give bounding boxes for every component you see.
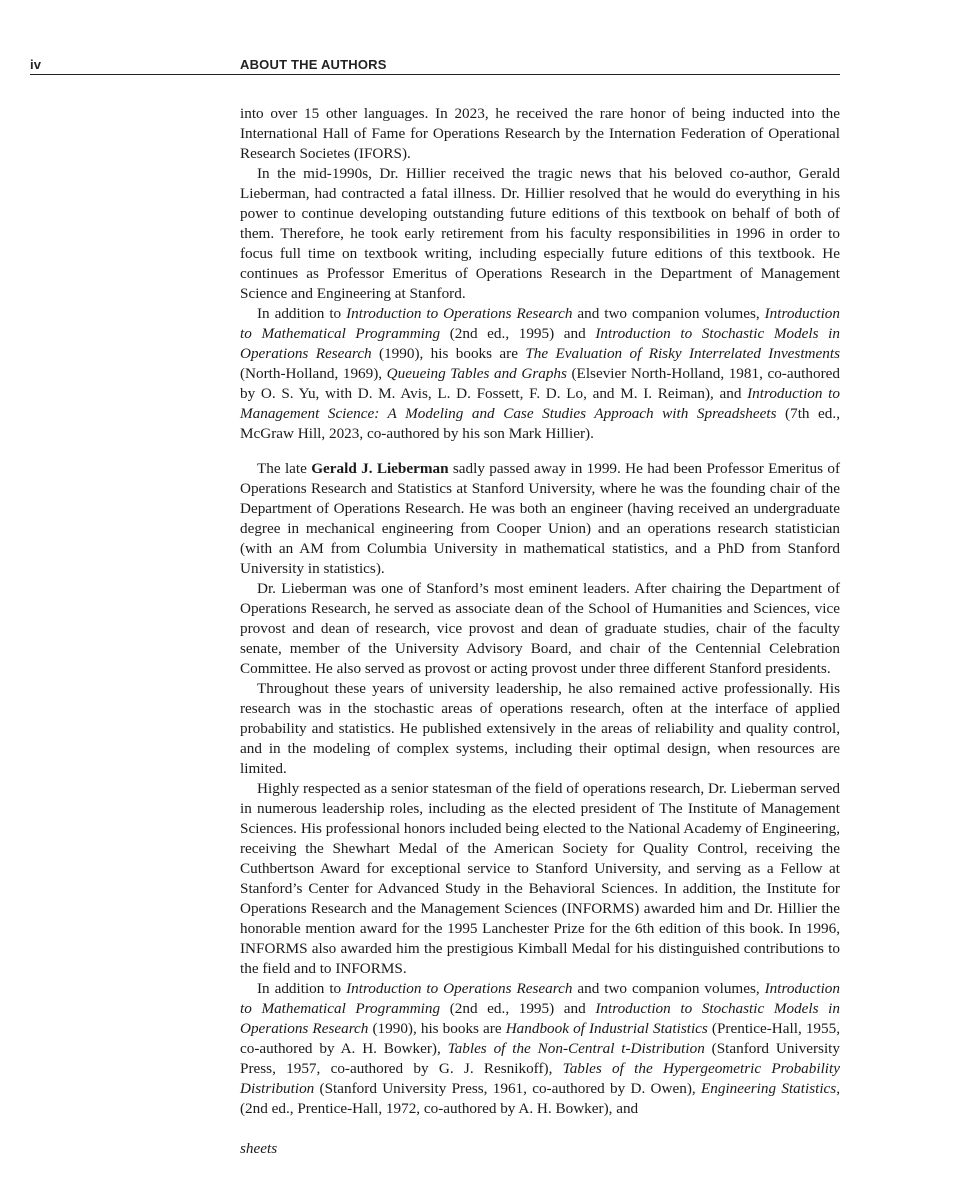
text-run: In addition to — [257, 305, 347, 322]
book-title: Introduction to Mathematical Programming — [240, 980, 840, 1017]
text-run: (Elsevier North-Holland, 1981, co-authored by O. S. Yu, with D. M. Avis, L. D. Fossett, F. D. Lo, and M. I. Reiman), and — [240, 365, 840, 402]
text-run: , (2nd ed., Prentice-Hall, 1972, co-authored by A. H. Bowker), and — [240, 1080, 840, 1117]
text-run: (7th ed., McGraw Hill, 2023, co-authored by his son Mark Hillier). — [240, 405, 840, 442]
text-run: (North-Holland, 1969), — [240, 365, 387, 382]
text-run: (Prentice-Hall, 1955, co-authored by A. H. Bowker), — [240, 1020, 841, 1057]
text-run: (2nd ed., 1995) and — [440, 325, 596, 342]
page-folio: iv — [30, 57, 42, 72]
text-run: (Stanford University Press, 1957, co-authored by G. J. Resnikoff), — [240, 1040, 840, 1077]
book-title: Queueing Tables and Graphs — [386, 365, 567, 382]
text-run: and two companion volumes, — [572, 305, 765, 322]
book-title: Tables of the Non-Central t-Distribution — [447, 1040, 705, 1057]
text-run: into over 15 other languages. In 2023, he received the rare honor of being inducted into the International Hall of Fame for Operations Research by the Internation Federation of Operational Research Societes (IFORS). — [240, 105, 840, 162]
book-title: Introduction to Stochastic Models in Operations Research — [240, 1000, 840, 1037]
paragraph-p2 — [240, 164, 840, 304]
text-run: sadly passed away in 1999. He had been Professor Emeritus of Operations Research and Statistics at Stanford University, where he was the founding chair of the Department of Operations Research. He was both an engineer (having received an undergraduate degree in mechanical engineering from Cooper Union) and an operations research statistician (with an AM from Columbia University in mathematical statistics, and a PhD from Stanford University in statistics). — [240, 460, 840, 577]
book-title: Tables of the Hypergeometric Probability Distribution — [240, 1060, 840, 1097]
paragraph-p8 — [240, 979, 840, 1119]
running-head-title: ABOUT THE AUTHORS — [240, 57, 387, 72]
paragraph-p3 — [240, 304, 840, 444]
author-name: Gerald J. Lieberman — [311, 460, 449, 477]
text-run: (Stanford University Press, 1961, co-authored by D. Owen), — [314, 1080, 701, 1097]
text-run: The late — [257, 460, 312, 477]
text-run: Highly respected as a senior statesman of the field of operations research, Dr. Lieberman served in numerous leadership roles, including as the elected president of The Institute of Management Sciences. His professional honors included being elected to the National Academy of Engineering, receiving the Shewhart Medal of the American Society for Quality Control, receiving the Cuthbertson Award for exceptional service to Stanford University, and serving as a Fellow at Stanford’s Center for Advanced Study in the Behavioral Sciences. In addition, the Institute for Operations Research and the Management Sciences (INFORMS) awarded him and Dr. Hillier the honorable mention award for the 1995 Lanchester Prize for the 6th edition of this book. In 1996, INFORMS also awarded him the prestigious Kimball Medal for his distinguished contributions to the field and to INFORMS. — [240, 780, 840, 977]
book-title: Engineering Statistics — [700, 1080, 837, 1097]
book-title: Introduction to Mathematical Programming — [240, 305, 840, 342]
text-run: Dr. Lieberman was one of Stanford’s most eminent leaders. After chairing the Department of Operations Research, he served as associate dean of the School of Humanities and Sciences, vice provost and dean of research, vice provost and dean of graduate studies, chair of the faculty senate, member of the University Advisory Board, and chair of the Centennial Celebration Committee. He also served as provost or acting provost under three different Stanford presidents. — [240, 580, 840, 677]
body-text — [240, 104, 840, 1119]
text-run: In the mid-1990s, Dr. Hillier received the tragic news that his beloved co-author, Gerald Lieberman, had contracted a fatal illness. Dr. Hillier resolved that he would do everything in his power to continue developing outstanding future editions of this textbook on behalf of both of them. Therefore, he took early retirement from his faculty responsibilities in 1996 in order to focus full time on textbook writing, including especially future editions of this textbook. He continues as Professor Emeritus of Operations Research in the Department of Management Science and Engineering at Stanford. — [240, 165, 840, 302]
book-title: Introduction to Stochastic Models in Operations Research — [240, 325, 840, 362]
paragraph-p7 — [240, 779, 840, 979]
paragraph-p1 — [240, 104, 840, 164]
paragraph-p6 — [240, 679, 840, 779]
book-title: Introduction to Operations Research — [346, 305, 573, 322]
text-run: (1990), his books are — [368, 1020, 506, 1037]
paragraph-p4 — [240, 459, 840, 579]
book-title: Introduction to Management Science: A Modeling and Case Studies Approach with Spreadsheets — [240, 385, 840, 422]
book-title: The Evaluation of Risky Interrelated Investments — [525, 345, 840, 362]
text-run: and two companion volumes, — [572, 980, 765, 997]
book-title: Handbook of Industrial Statistics — [505, 1020, 708, 1037]
book-title: Introduction to Operations Research — [346, 980, 573, 997]
text-run: (1990), his books are — [371, 345, 526, 362]
footer-continuation-text: sheets — [240, 1140, 278, 1157]
text-run: In addition to — [257, 980, 347, 997]
text-run: (2nd ed., 1995) and — [440, 1000, 596, 1017]
text-run: Throughout these years of university leadership, he also remained active professionally. His research was in the stochastic areas of operations research, often at the interface of applied probability and statistics. He published extensively in the areas of reliability and quality control, and in the modeling of complex systems, including their optimal design, when resources are limited. — [240, 680, 840, 777]
running-header — [30, 56, 840, 75]
paragraph-p5 — [240, 579, 840, 679]
